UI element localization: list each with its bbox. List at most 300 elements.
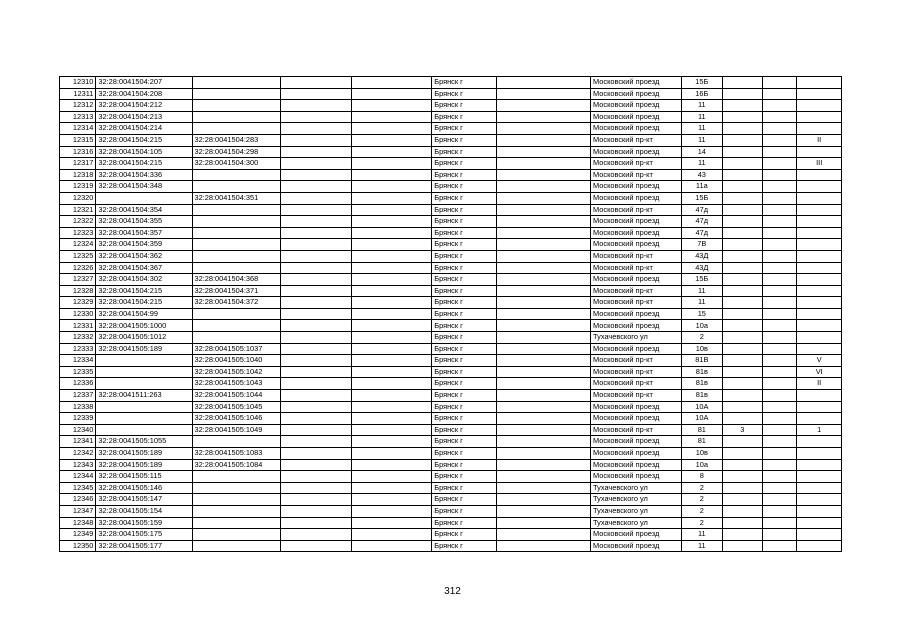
cadastral-number-cell — [96, 355, 192, 367]
street-cell: Московский проезд — [591, 181, 682, 193]
row-number-cell: 12312 — [60, 100, 96, 112]
room-number-cell: II — [797, 134, 842, 146]
extra-cell — [762, 158, 796, 170]
extra-cell — [722, 355, 762, 367]
extra-cell — [762, 494, 796, 506]
empty-cell — [496, 169, 590, 181]
empty-cell — [352, 320, 432, 332]
related-cadastral-number-cell: 32:28:0041505:1045 — [192, 401, 280, 413]
house-number-cell: 81 — [682, 436, 722, 448]
cadastral-number-cell: 32:28:0041505:115 — [96, 471, 192, 483]
city-cell: Брянск г — [432, 366, 497, 378]
house-number-cell: 2 — [682, 482, 722, 494]
empty-cell — [352, 378, 432, 390]
street-cell: Московский проезд — [591, 343, 682, 355]
extra-cell — [762, 517, 796, 529]
extra-cell — [722, 250, 762, 262]
empty-cell — [352, 297, 432, 309]
street-cell: Московский проезд — [591, 471, 682, 483]
extra-cell — [762, 540, 796, 552]
empty-cell — [496, 505, 590, 517]
empty-cell — [496, 111, 590, 123]
table-row — [60, 274, 842, 286]
room-number-cell — [797, 239, 842, 251]
empty-cell — [280, 77, 352, 89]
room-number-cell — [797, 332, 842, 344]
extra-cell — [762, 378, 796, 390]
empty-cell — [352, 459, 432, 471]
city-cell: Брянск г — [432, 378, 497, 390]
house-number-cell: 81в — [682, 378, 722, 390]
table-row — [60, 308, 842, 320]
room-number-cell — [797, 482, 842, 494]
house-number-cell: 47д — [682, 204, 722, 216]
empty-cell — [280, 134, 352, 146]
table-row — [60, 355, 842, 367]
table-row — [60, 181, 842, 193]
related-cadastral-number-cell: 32:28:0041505:1084 — [192, 459, 280, 471]
cadastral-number-cell: 32:28:0041504:354 — [96, 204, 192, 216]
street-cell: Московский проезд — [591, 448, 682, 460]
related-cadastral-number-cell: 32:28:0041504:371 — [192, 285, 280, 297]
related-cadastral-number-cell — [192, 308, 280, 320]
empty-cell — [496, 308, 590, 320]
empty-cell — [496, 343, 590, 355]
cadastral-number-cell: 32:28:0041504:336 — [96, 169, 192, 181]
row-number-cell: 12321 — [60, 204, 96, 216]
cadastral-number-cell: 32:28:0041505:177 — [96, 540, 192, 552]
empty-cell — [352, 262, 432, 274]
street-cell: Московский пр-кт — [591, 390, 682, 402]
empty-cell — [496, 100, 590, 112]
empty-cell — [496, 77, 590, 89]
empty-cell — [496, 204, 590, 216]
extra-cell — [762, 390, 796, 402]
empty-cell — [352, 146, 432, 158]
empty-cell — [352, 123, 432, 135]
extra-cell — [762, 123, 796, 135]
table-row — [60, 401, 842, 413]
empty-cell — [496, 366, 590, 378]
room-number-cell — [797, 308, 842, 320]
row-number-cell: 12339 — [60, 413, 96, 425]
extra-cell — [762, 77, 796, 89]
empty-cell — [280, 436, 352, 448]
empty-cell — [496, 540, 590, 552]
extra-cell — [722, 517, 762, 529]
city-cell: Брянск г — [432, 216, 497, 228]
extra-cell — [762, 181, 796, 193]
empty-cell — [496, 494, 590, 506]
empty-cell — [496, 320, 590, 332]
extra-cell — [762, 204, 796, 216]
related-cadastral-number-cell — [192, 332, 280, 344]
cadastral-number-cell: 32:28:0041505:189 — [96, 343, 192, 355]
house-number-cell: 7В — [682, 239, 722, 251]
empty-cell — [496, 529, 590, 541]
street-cell: Московский пр-кт — [591, 378, 682, 390]
table-row — [60, 482, 842, 494]
row-number-cell: 12350 — [60, 540, 96, 552]
house-number-cell: 8 — [682, 471, 722, 483]
house-number-cell: 15 — [682, 308, 722, 320]
empty-cell — [496, 134, 590, 146]
row-number-cell: 12338 — [60, 401, 96, 413]
empty-cell — [280, 274, 352, 286]
row-number-cell: 12344 — [60, 471, 96, 483]
house-number-cell: 11 — [682, 134, 722, 146]
empty-cell — [496, 262, 590, 274]
empty-cell — [280, 216, 352, 228]
extra-cell — [762, 413, 796, 425]
empty-cell — [352, 436, 432, 448]
related-cadastral-number-cell — [192, 169, 280, 181]
row-number-cell: 12311 — [60, 88, 96, 100]
extra-cell — [722, 204, 762, 216]
empty-cell — [496, 401, 590, 413]
house-number-cell: 11 — [682, 540, 722, 552]
room-number-cell — [797, 227, 842, 239]
cadastral-number-cell: 32:28:0041504:214 — [96, 123, 192, 135]
row-number-cell: 12331 — [60, 320, 96, 332]
cadastral-number-cell: 32:28:0041504:208 — [96, 88, 192, 100]
table-row — [60, 216, 842, 228]
table-row — [60, 297, 842, 309]
extra-cell — [762, 424, 796, 436]
empty-cell — [280, 88, 352, 100]
row-number-cell: 12332 — [60, 332, 96, 344]
room-number-cell — [797, 505, 842, 517]
street-cell: Тухачевского ул — [591, 494, 682, 506]
table-row — [60, 424, 842, 436]
extra-cell — [722, 436, 762, 448]
street-cell: Московский проезд — [591, 401, 682, 413]
house-number-cell: 10в — [682, 343, 722, 355]
extra-cell — [722, 262, 762, 274]
empty-cell — [352, 134, 432, 146]
cadastral-number-cell: 32:28:0041504:207 — [96, 77, 192, 89]
room-number-cell: III — [797, 158, 842, 170]
cadastral-number-cell: 32:28:0041504:348 — [96, 181, 192, 193]
house-number-cell: 14 — [682, 146, 722, 158]
empty-cell — [280, 529, 352, 541]
empty-cell — [280, 505, 352, 517]
table-row — [60, 320, 842, 332]
empty-cell — [280, 378, 352, 390]
related-cadastral-number-cell: 32:28:0041504:351 — [192, 192, 280, 204]
related-cadastral-number-cell: 32:28:0041505:1040 — [192, 355, 280, 367]
table-row — [60, 540, 842, 552]
house-number-cell: 11 — [682, 285, 722, 297]
city-cell: Брянск г — [432, 111, 497, 123]
extra-cell — [722, 413, 762, 425]
empty-cell — [496, 285, 590, 297]
empty-cell — [352, 471, 432, 483]
extra-cell — [722, 459, 762, 471]
street-cell: Московский пр-кт — [591, 355, 682, 367]
row-number-cell: 12346 — [60, 494, 96, 506]
extra-cell — [722, 332, 762, 344]
street-cell: Московский пр-кт — [591, 262, 682, 274]
empty-cell — [352, 204, 432, 216]
empty-cell — [496, 390, 590, 402]
house-number-cell: 15Б — [682, 274, 722, 286]
related-cadastral-number-cell — [192, 88, 280, 100]
street-cell: Московский проезд — [591, 146, 682, 158]
cadastral-number-cell: 32:28:0041504:213 — [96, 111, 192, 123]
room-number-cell — [797, 471, 842, 483]
city-cell: Брянск г — [432, 123, 497, 135]
extra-cell — [722, 308, 762, 320]
city-cell: Брянск г — [432, 390, 497, 402]
room-number-cell — [797, 123, 842, 135]
empty-cell — [280, 471, 352, 483]
related-cadastral-number-cell: 32:28:0041505:1044 — [192, 390, 280, 402]
room-number-cell — [797, 250, 842, 262]
extra-cell — [722, 482, 762, 494]
empty-cell — [352, 494, 432, 506]
city-cell: Брянск г — [432, 146, 497, 158]
row-number-cell: 12326 — [60, 262, 96, 274]
empty-cell — [352, 77, 432, 89]
house-number-cell: 47д — [682, 216, 722, 228]
empty-cell — [280, 424, 352, 436]
empty-cell — [280, 111, 352, 123]
city-cell: Брянск г — [432, 517, 497, 529]
empty-cell — [280, 517, 352, 529]
related-cadastral-number-cell: 32:28:0041504:283 — [192, 134, 280, 146]
empty-cell — [496, 355, 590, 367]
empty-cell — [496, 227, 590, 239]
room-number-cell: V — [797, 355, 842, 367]
room-number-cell — [797, 459, 842, 471]
table-row — [60, 459, 842, 471]
empty-cell — [280, 158, 352, 170]
street-cell: Московский пр-кт — [591, 158, 682, 170]
related-cadastral-number-cell: 32:28:0041504:300 — [192, 158, 280, 170]
related-cadastral-number-cell: 32:28:0041504:298 — [192, 146, 280, 158]
extra-cell — [762, 134, 796, 146]
city-cell: Брянск г — [432, 482, 497, 494]
empty-cell — [496, 378, 590, 390]
row-number-cell: 12343 — [60, 459, 96, 471]
empty-cell — [352, 285, 432, 297]
table-row — [60, 332, 842, 344]
house-number-cell: 2 — [682, 517, 722, 529]
extra-cell — [762, 471, 796, 483]
empty-cell — [352, 424, 432, 436]
cadastral-number-cell: 32:28:0041504:99 — [96, 308, 192, 320]
table-row — [60, 123, 842, 135]
city-cell: Брянск г — [432, 77, 497, 89]
extra-cell — [762, 285, 796, 297]
house-number-cell: 81 — [682, 424, 722, 436]
empty-cell — [352, 274, 432, 286]
table-row — [60, 146, 842, 158]
room-number-cell — [797, 100, 842, 112]
empty-cell — [496, 274, 590, 286]
row-number-cell: 12345 — [60, 482, 96, 494]
room-number-cell — [797, 111, 842, 123]
room-number-cell — [797, 448, 842, 460]
empty-cell — [352, 111, 432, 123]
room-number-cell — [797, 436, 842, 448]
street-cell: Московский проезд — [591, 459, 682, 471]
empty-cell — [280, 297, 352, 309]
extra-cell — [722, 366, 762, 378]
city-cell: Брянск г — [432, 158, 497, 170]
empty-cell — [280, 239, 352, 251]
cadastral-number-cell: 32:28:0041505:1055 — [96, 436, 192, 448]
extra-cell — [722, 111, 762, 123]
table-row — [60, 517, 842, 529]
row-number-cell: 12348 — [60, 517, 96, 529]
extra-cell — [762, 216, 796, 228]
related-cadastral-number-cell — [192, 494, 280, 506]
empty-cell — [352, 355, 432, 367]
house-number-cell: 2 — [682, 332, 722, 344]
row-number-cell: 12316 — [60, 146, 96, 158]
cadastral-number-cell: 32:28:0041505:154 — [96, 505, 192, 517]
city-cell: Брянск г — [432, 505, 497, 517]
empty-cell — [352, 308, 432, 320]
related-cadastral-number-cell — [192, 529, 280, 541]
street-cell: Московский пр-кт — [591, 250, 682, 262]
extra-cell — [722, 390, 762, 402]
empty-cell — [280, 146, 352, 158]
street-cell: Московский проезд — [591, 216, 682, 228]
related-cadastral-number-cell — [192, 262, 280, 274]
extra-cell — [762, 169, 796, 181]
related-cadastral-number-cell — [192, 216, 280, 228]
city-cell: Брянск г — [432, 192, 497, 204]
street-cell: Тухачевского ул — [591, 482, 682, 494]
row-number-cell: 12314 — [60, 123, 96, 135]
room-number-cell — [797, 169, 842, 181]
table-row — [60, 100, 842, 112]
city-cell: Брянск г — [432, 448, 497, 460]
street-cell: Московский проезд — [591, 320, 682, 332]
city-cell: Брянск г — [432, 181, 497, 193]
room-number-cell — [797, 540, 842, 552]
related-cadastral-number-cell: 32:28:0041505:1042 — [192, 366, 280, 378]
empty-cell — [352, 239, 432, 251]
related-cadastral-number-cell: 32:28:0041505:1083 — [192, 448, 280, 460]
empty-cell — [496, 192, 590, 204]
extra-cell — [722, 227, 762, 239]
street-cell: Московский проезд — [591, 274, 682, 286]
cadastral-number-cell — [96, 192, 192, 204]
empty-cell — [352, 343, 432, 355]
city-cell: Брянск г — [432, 274, 497, 286]
row-number-cell: 12325 — [60, 250, 96, 262]
street-cell: Московский проезд — [591, 413, 682, 425]
extra-cell — [722, 540, 762, 552]
cadastral-number-cell: 32:28:0041504:355 — [96, 216, 192, 228]
empty-cell — [280, 332, 352, 344]
room-number-cell — [797, 274, 842, 286]
empty-cell — [280, 413, 352, 425]
table-row — [60, 134, 842, 146]
related-cadastral-number-cell — [192, 540, 280, 552]
extra-cell — [722, 274, 762, 286]
room-number-cell — [797, 204, 842, 216]
cadastral-number-cell: 32:28:0041504:367 — [96, 262, 192, 274]
row-number-cell: 12329 — [60, 297, 96, 309]
extra-cell — [722, 505, 762, 517]
row-number-cell: 12333 — [60, 343, 96, 355]
street-cell: Московский проезд — [591, 529, 682, 541]
room-number-cell — [797, 320, 842, 332]
extra-cell — [762, 308, 796, 320]
table-row — [60, 390, 842, 402]
cadastral-number-cell: 32:28:0041511:263 — [96, 390, 192, 402]
house-number-cell: 43Д — [682, 250, 722, 262]
empty-cell — [280, 320, 352, 332]
city-cell: Брянск г — [432, 471, 497, 483]
cadastral-number-cell: 32:28:0041505:147 — [96, 494, 192, 506]
row-number-cell: 12320 — [60, 192, 96, 204]
empty-cell — [280, 459, 352, 471]
city-cell: Брянск г — [432, 332, 497, 344]
extra-cell — [722, 343, 762, 355]
house-number-cell: 16Б — [682, 88, 722, 100]
cadastral-number-cell: 32:28:0041504:362 — [96, 250, 192, 262]
extra-cell — [762, 459, 796, 471]
empty-cell — [352, 100, 432, 112]
cadastral-number-cell: 32:28:0041504:215 — [96, 134, 192, 146]
empty-cell — [496, 123, 590, 135]
table-row — [60, 413, 842, 425]
related-cadastral-number-cell — [192, 111, 280, 123]
street-cell: Московский пр-кт — [591, 204, 682, 216]
cadastral-number-cell — [96, 366, 192, 378]
empty-cell — [352, 332, 432, 344]
empty-cell — [280, 250, 352, 262]
empty-cell — [496, 471, 590, 483]
related-cadastral-number-cell — [192, 517, 280, 529]
house-number-cell: 81В — [682, 355, 722, 367]
empty-cell — [280, 285, 352, 297]
empty-cell — [280, 169, 352, 181]
house-number-cell: 43 — [682, 169, 722, 181]
related-cadastral-number-cell: 32:28:0041504:372 — [192, 297, 280, 309]
table-row — [60, 77, 842, 89]
city-cell: Брянск г — [432, 134, 497, 146]
row-number-cell: 12322 — [60, 216, 96, 228]
city-cell: Брянск г — [432, 204, 497, 216]
table-row — [60, 227, 842, 239]
empty-cell — [280, 204, 352, 216]
city-cell: Брянск г — [432, 343, 497, 355]
extra-cell — [762, 482, 796, 494]
table-row — [60, 366, 842, 378]
registry-table — [59, 76, 842, 552]
table-row — [60, 436, 842, 448]
table-row — [60, 250, 842, 262]
cadastral-number-cell: 32:28:0041505:159 — [96, 517, 192, 529]
related-cadastral-number-cell — [192, 239, 280, 251]
empty-cell — [496, 413, 590, 425]
house-number-cell: 10в — [682, 448, 722, 460]
street-cell: Московский проезд — [591, 100, 682, 112]
extra-cell — [722, 401, 762, 413]
related-cadastral-number-cell — [192, 505, 280, 517]
empty-cell — [352, 227, 432, 239]
cadastral-number-cell — [96, 413, 192, 425]
cadastral-number-cell — [96, 424, 192, 436]
city-cell: Брянск г — [432, 401, 497, 413]
